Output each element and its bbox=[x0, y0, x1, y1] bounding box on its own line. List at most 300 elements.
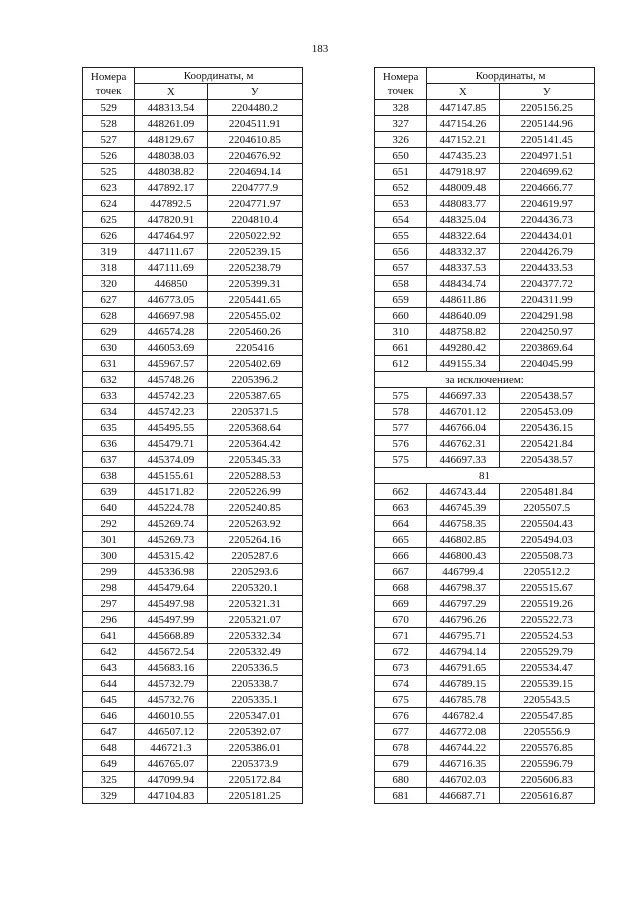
table-row bbox=[375, 420, 595, 436]
point-number-cell: 298 bbox=[83, 580, 135, 596]
section-row bbox=[375, 372, 595, 388]
x-coordinate-cell: 447147.85 bbox=[427, 100, 499, 116]
x-coordinate-cell: 445336.98 bbox=[135, 564, 207, 580]
point-number-cell: 319 bbox=[83, 244, 135, 260]
table-row bbox=[375, 772, 595, 788]
table-row bbox=[375, 292, 595, 308]
header-y: У bbox=[499, 84, 594, 100]
table-row bbox=[83, 148, 303, 164]
table-row bbox=[375, 644, 595, 660]
y-coordinate-cell: 2205504.43 bbox=[499, 516, 594, 532]
x-coordinate-cell: 447464.97 bbox=[135, 228, 207, 244]
y-coordinate-cell: 2204426.79 bbox=[499, 244, 594, 260]
table-row bbox=[83, 244, 303, 260]
table-row bbox=[83, 436, 303, 452]
x-coordinate-cell: 447892.5 bbox=[135, 196, 207, 212]
y-coordinate-cell: 2205616.87 bbox=[499, 788, 594, 804]
point-number-cell: 656 bbox=[375, 244, 427, 260]
y-coordinate-cell: 2204699.62 bbox=[499, 164, 594, 180]
x-coordinate-cell: 448322.64 bbox=[427, 228, 499, 244]
point-number-cell: 651 bbox=[375, 164, 427, 180]
table-row bbox=[375, 148, 595, 164]
y-coordinate-cell: 2205507.5 bbox=[499, 500, 594, 516]
table-row bbox=[375, 324, 595, 340]
header-number-line1: Номера bbox=[90, 70, 127, 83]
table-row bbox=[375, 500, 595, 516]
table-row bbox=[375, 388, 595, 404]
y-coordinate-cell: 2205441.65 bbox=[207, 292, 302, 308]
y-coordinate-cell: 2205416 bbox=[207, 340, 302, 356]
y-coordinate-cell: 2205399.31 bbox=[207, 276, 302, 292]
x-coordinate-cell: 446789.15 bbox=[427, 676, 499, 692]
x-coordinate-cell: 445374.09 bbox=[135, 452, 207, 468]
x-coordinate-cell: 446799.4 bbox=[427, 564, 499, 580]
point-number-cell: 667 bbox=[375, 564, 427, 580]
x-coordinate-cell: 446053.69 bbox=[135, 340, 207, 356]
table-row bbox=[375, 436, 595, 452]
table-row bbox=[375, 532, 595, 548]
x-coordinate-cell: 447152.21 bbox=[427, 132, 499, 148]
x-coordinate-cell: 445495.55 bbox=[135, 420, 207, 436]
x-coordinate-cell: 447892.17 bbox=[135, 180, 207, 196]
table-row bbox=[83, 516, 303, 532]
table-row bbox=[83, 500, 303, 516]
y-coordinate-cell: 2205543.5 bbox=[499, 692, 594, 708]
point-number-cell: 633 bbox=[83, 388, 135, 404]
y-coordinate-cell: 2205364.42 bbox=[207, 436, 302, 452]
point-number-cell: 632 bbox=[83, 372, 135, 388]
table-row bbox=[375, 276, 595, 292]
point-number-cell: 664 bbox=[375, 516, 427, 532]
point-number-cell: 670 bbox=[375, 612, 427, 628]
header-y: У bbox=[207, 84, 302, 100]
x-coordinate-cell: 445224.78 bbox=[135, 500, 207, 516]
point-number-cell: 325 bbox=[83, 772, 135, 788]
y-coordinate-cell: 2204045.99 bbox=[499, 356, 594, 372]
y-coordinate-cell: 2205022.92 bbox=[207, 228, 302, 244]
point-number-cell: 525 bbox=[83, 164, 135, 180]
y-coordinate-cell: 2205576.85 bbox=[499, 740, 594, 756]
y-coordinate-cell: 2205460.26 bbox=[207, 324, 302, 340]
table-row bbox=[375, 196, 595, 212]
header-number-line1: Номера bbox=[382, 70, 419, 83]
x-coordinate-cell: 448261.09 bbox=[135, 116, 207, 132]
x-coordinate-cell: 447154.26 bbox=[427, 116, 499, 132]
x-coordinate-cell: 448313.54 bbox=[135, 100, 207, 116]
table-row bbox=[83, 644, 303, 660]
table-row bbox=[83, 484, 303, 500]
point-number-cell: 626 bbox=[83, 228, 135, 244]
table-row bbox=[83, 676, 303, 692]
x-coordinate-cell: 445479.71 bbox=[135, 436, 207, 452]
y-coordinate-cell: 2205421.84 bbox=[499, 436, 594, 452]
point-number-cell: 643 bbox=[83, 660, 135, 676]
x-coordinate-cell: 446782.4 bbox=[427, 708, 499, 724]
x-coordinate-cell: 445683.16 bbox=[135, 660, 207, 676]
x-coordinate-cell: 445967.57 bbox=[135, 356, 207, 372]
point-number-cell: 529 bbox=[83, 100, 135, 116]
table-row bbox=[83, 100, 303, 116]
table-row bbox=[83, 308, 303, 324]
table-row bbox=[83, 388, 303, 404]
point-number-cell: 650 bbox=[375, 148, 427, 164]
table-row bbox=[375, 628, 595, 644]
point-number-cell: 328 bbox=[375, 100, 427, 116]
table-row bbox=[83, 564, 303, 580]
y-coordinate-cell: 2205539.15 bbox=[499, 676, 594, 692]
y-coordinate-cell: 2204676.92 bbox=[207, 148, 302, 164]
point-number-cell: 624 bbox=[83, 196, 135, 212]
table-row bbox=[375, 116, 595, 132]
point-number-cell: 628 bbox=[83, 308, 135, 324]
x-coordinate-cell: 445742.23 bbox=[135, 404, 207, 420]
y-coordinate-cell: 2205141.45 bbox=[499, 132, 594, 148]
header-coordinates: Координаты, м bbox=[427, 68, 595, 84]
y-coordinate-cell: 2204311.99 bbox=[499, 292, 594, 308]
table-row bbox=[375, 180, 595, 196]
table-row bbox=[83, 420, 303, 436]
point-number-cell: 612 bbox=[375, 356, 427, 372]
table-row bbox=[83, 356, 303, 372]
point-number-cell: 661 bbox=[375, 340, 427, 356]
y-coordinate-cell: 2205321.07 bbox=[207, 612, 302, 628]
x-coordinate-cell: 445497.98 bbox=[135, 596, 207, 612]
y-coordinate-cell: 2205606.83 bbox=[499, 772, 594, 788]
point-number-cell: 575 bbox=[375, 388, 427, 404]
section-label: за исключением: bbox=[375, 372, 595, 388]
table-row bbox=[375, 340, 595, 356]
table-row bbox=[83, 468, 303, 484]
x-coordinate-cell: 446797.29 bbox=[427, 596, 499, 612]
x-coordinate-cell: 446791.65 bbox=[427, 660, 499, 676]
y-coordinate-cell: 2204610.85 bbox=[207, 132, 302, 148]
y-coordinate-cell: 2205320.1 bbox=[207, 580, 302, 596]
point-number-cell: 647 bbox=[83, 724, 135, 740]
point-number-cell: 577 bbox=[375, 420, 427, 436]
y-coordinate-cell: 2205438.57 bbox=[499, 388, 594, 404]
point-number-cell: 666 bbox=[375, 548, 427, 564]
y-coordinate-cell: 2205332.49 bbox=[207, 644, 302, 660]
point-number-cell: 649 bbox=[83, 756, 135, 772]
table-row bbox=[375, 724, 595, 740]
table-row bbox=[83, 756, 303, 772]
x-coordinate-cell: 447111.69 bbox=[135, 260, 207, 276]
x-coordinate-cell: 446687.71 bbox=[427, 788, 499, 804]
x-coordinate-cell: 446796.26 bbox=[427, 612, 499, 628]
y-coordinate-cell: 2205332.34 bbox=[207, 628, 302, 644]
x-coordinate-cell: 445732.79 bbox=[135, 676, 207, 692]
point-number-cell: 675 bbox=[375, 692, 427, 708]
x-coordinate-cell: 445155.61 bbox=[135, 468, 207, 484]
table-row bbox=[83, 532, 303, 548]
y-coordinate-cell: 2205396.2 bbox=[207, 372, 302, 388]
point-number-cell: 659 bbox=[375, 292, 427, 308]
y-coordinate-cell: 2205288.53 bbox=[207, 468, 302, 484]
x-coordinate-cell: 445668.89 bbox=[135, 628, 207, 644]
point-number-cell: 326 bbox=[375, 132, 427, 148]
point-number-cell: 648 bbox=[83, 740, 135, 756]
x-coordinate-cell: 449155.34 bbox=[427, 356, 499, 372]
table-row bbox=[375, 244, 595, 260]
y-coordinate-cell: 2205387.65 bbox=[207, 388, 302, 404]
x-coordinate-cell: 446697.98 bbox=[135, 308, 207, 324]
y-coordinate-cell: 2204777.9 bbox=[207, 180, 302, 196]
y-coordinate-cell: 2205240.85 bbox=[207, 500, 302, 516]
table-row bbox=[375, 788, 595, 804]
table-row bbox=[83, 740, 303, 756]
x-coordinate-cell: 446721.3 bbox=[135, 740, 207, 756]
table-row bbox=[375, 516, 595, 532]
x-coordinate-cell: 448434.74 bbox=[427, 276, 499, 292]
point-number-cell: 578 bbox=[375, 404, 427, 420]
x-coordinate-cell: 445269.73 bbox=[135, 532, 207, 548]
table-row bbox=[375, 308, 595, 324]
table-row bbox=[83, 180, 303, 196]
y-coordinate-cell: 2205547.85 bbox=[499, 708, 594, 724]
x-coordinate-cell: 446574.28 bbox=[135, 324, 207, 340]
y-coordinate-cell: 2205529.79 bbox=[499, 644, 594, 660]
table-row bbox=[83, 196, 303, 212]
table-row bbox=[83, 324, 303, 340]
y-coordinate-cell: 2205436.15 bbox=[499, 420, 594, 436]
point-number-cell: 676 bbox=[375, 708, 427, 724]
x-coordinate-cell: 446785.78 bbox=[427, 692, 499, 708]
x-coordinate-cell: 448038.82 bbox=[135, 164, 207, 180]
point-number-cell: 669 bbox=[375, 596, 427, 612]
y-coordinate-cell: 2204810.4 bbox=[207, 212, 302, 228]
x-coordinate-cell: 447918.97 bbox=[427, 164, 499, 180]
point-number-cell: 652 bbox=[375, 180, 427, 196]
table-row bbox=[375, 580, 595, 596]
table-row bbox=[83, 612, 303, 628]
point-number-cell: 645 bbox=[83, 692, 135, 708]
point-number-cell: 576 bbox=[375, 436, 427, 452]
point-number-cell: 662 bbox=[375, 484, 427, 500]
y-coordinate-cell: 2205481.84 bbox=[499, 484, 594, 500]
table-row bbox=[83, 292, 303, 308]
point-number-cell: 623 bbox=[83, 180, 135, 196]
y-coordinate-cell: 2204433.53 bbox=[499, 260, 594, 276]
y-coordinate-cell: 2205515.67 bbox=[499, 580, 594, 596]
x-coordinate-cell: 448758.82 bbox=[427, 324, 499, 340]
table-row bbox=[83, 228, 303, 244]
x-coordinate-cell: 446697.33 bbox=[427, 452, 499, 468]
y-coordinate-cell: 2205373.9 bbox=[207, 756, 302, 772]
y-coordinate-cell: 2205508.73 bbox=[499, 548, 594, 564]
x-coordinate-cell: 446507.12 bbox=[135, 724, 207, 740]
table-row bbox=[83, 724, 303, 740]
point-number-cell: 627 bbox=[83, 292, 135, 308]
y-coordinate-cell: 2205453.09 bbox=[499, 404, 594, 420]
y-coordinate-cell: 2205455.02 bbox=[207, 308, 302, 324]
y-coordinate-cell: 2204436.73 bbox=[499, 212, 594, 228]
x-coordinate-cell: 448038.03 bbox=[135, 148, 207, 164]
x-coordinate-cell: 446773.05 bbox=[135, 292, 207, 308]
point-number-cell: 641 bbox=[83, 628, 135, 644]
point-number-cell: 655 bbox=[375, 228, 427, 244]
point-number-cell: 681 bbox=[375, 788, 427, 804]
y-coordinate-cell: 2205264.16 bbox=[207, 532, 302, 548]
x-coordinate-cell: 447099.94 bbox=[135, 772, 207, 788]
x-coordinate-cell: 445742.23 bbox=[135, 388, 207, 404]
y-coordinate-cell: 2204511.91 bbox=[207, 116, 302, 132]
table-row bbox=[375, 708, 595, 724]
table-row bbox=[83, 548, 303, 564]
table-row bbox=[83, 340, 303, 356]
x-coordinate-cell: 446744.22 bbox=[427, 740, 499, 756]
x-coordinate-cell: 446716.35 bbox=[427, 756, 499, 772]
table-row bbox=[83, 452, 303, 468]
point-number-cell: 678 bbox=[375, 740, 427, 756]
point-number-cell: 310 bbox=[375, 324, 427, 340]
y-coordinate-cell: 2204694.14 bbox=[207, 164, 302, 180]
point-number-cell: 644 bbox=[83, 676, 135, 692]
point-number-cell: 665 bbox=[375, 532, 427, 548]
x-coordinate-cell: 448083.77 bbox=[427, 196, 499, 212]
point-number-cell: 657 bbox=[375, 260, 427, 276]
table-row bbox=[375, 612, 595, 628]
x-coordinate-cell: 446762.31 bbox=[427, 436, 499, 452]
y-coordinate-cell: 2205402.69 bbox=[207, 356, 302, 372]
x-coordinate-cell: 446794.14 bbox=[427, 644, 499, 660]
section-label: 81 bbox=[375, 468, 595, 484]
table-row bbox=[375, 692, 595, 708]
point-number-cell: 301 bbox=[83, 532, 135, 548]
x-coordinate-cell: 446772.08 bbox=[427, 724, 499, 740]
x-coordinate-cell: 446010.55 bbox=[135, 708, 207, 724]
point-number-cell: 671 bbox=[375, 628, 427, 644]
point-number-cell: 292 bbox=[83, 516, 135, 532]
x-coordinate-cell: 446701.12 bbox=[427, 404, 499, 420]
y-coordinate-cell: 2205534.47 bbox=[499, 660, 594, 676]
point-number-cell: 634 bbox=[83, 404, 135, 420]
table-row bbox=[375, 260, 595, 276]
point-number-cell: 635 bbox=[83, 420, 135, 436]
point-number-cell: 296 bbox=[83, 612, 135, 628]
table-row bbox=[83, 788, 303, 804]
table-row bbox=[83, 212, 303, 228]
y-coordinate-cell: 2205368.64 bbox=[207, 420, 302, 436]
point-number-cell: 639 bbox=[83, 484, 135, 500]
y-coordinate-cell: 2205519.26 bbox=[499, 596, 594, 612]
table-row bbox=[375, 356, 595, 372]
table-row bbox=[375, 164, 595, 180]
y-coordinate-cell: 2204377.72 bbox=[499, 276, 594, 292]
x-coordinate-cell: 448337.53 bbox=[427, 260, 499, 276]
point-number-cell: 625 bbox=[83, 212, 135, 228]
point-number-cell: 327 bbox=[375, 116, 427, 132]
x-coordinate-cell: 445748.26 bbox=[135, 372, 207, 388]
point-number-cell: 638 bbox=[83, 468, 135, 484]
y-coordinate-cell: 2205438.57 bbox=[499, 452, 594, 468]
y-coordinate-cell: 2205345.33 bbox=[207, 452, 302, 468]
x-coordinate-cell: 446800.43 bbox=[427, 548, 499, 564]
header-point-number bbox=[375, 68, 427, 100]
header-number-line2: точек bbox=[387, 84, 414, 97]
table-row bbox=[375, 452, 595, 468]
x-coordinate-cell: 446697.33 bbox=[427, 388, 499, 404]
y-coordinate-cell: 2205181.25 bbox=[207, 788, 302, 804]
x-coordinate-cell: 448332.37 bbox=[427, 244, 499, 260]
y-coordinate-cell: 2205347.01 bbox=[207, 708, 302, 724]
table-row bbox=[375, 548, 595, 564]
y-coordinate-cell: 2204771.97 bbox=[207, 196, 302, 212]
table-row bbox=[375, 676, 595, 692]
table-row bbox=[83, 628, 303, 644]
table-row bbox=[375, 100, 595, 116]
y-coordinate-cell: 2205336.5 bbox=[207, 660, 302, 676]
point-number-cell: 663 bbox=[375, 500, 427, 516]
point-number-cell: 637 bbox=[83, 452, 135, 468]
point-number-cell: 320 bbox=[83, 276, 135, 292]
y-coordinate-cell: 2205287.6 bbox=[207, 548, 302, 564]
y-coordinate-cell: 2205524.53 bbox=[499, 628, 594, 644]
y-coordinate-cell: 2205144.96 bbox=[499, 116, 594, 132]
header-coordinates: Координаты, м bbox=[135, 68, 303, 84]
y-coordinate-cell: 2205522.73 bbox=[499, 612, 594, 628]
x-coordinate-cell: 445269.74 bbox=[135, 516, 207, 532]
point-number-cell: 646 bbox=[83, 708, 135, 724]
header-point-number bbox=[83, 68, 135, 100]
page-number: 183 bbox=[311, 43, 329, 55]
x-coordinate-cell: 446802.85 bbox=[427, 532, 499, 548]
table-row bbox=[375, 484, 595, 500]
point-number-cell: 631 bbox=[83, 356, 135, 372]
x-coordinate-cell: 445171.82 bbox=[135, 484, 207, 500]
x-coordinate-cell: 446758.35 bbox=[427, 516, 499, 532]
table-row bbox=[83, 692, 303, 708]
x-coordinate-cell: 447435.23 bbox=[427, 148, 499, 164]
point-number-cell: 329 bbox=[83, 788, 135, 804]
point-number-cell: 674 bbox=[375, 676, 427, 692]
point-number-cell: 654 bbox=[375, 212, 427, 228]
x-coordinate-cell: 446745.39 bbox=[427, 500, 499, 516]
x-coordinate-cell: 445315.42 bbox=[135, 548, 207, 564]
header-x: X bbox=[135, 84, 207, 100]
y-coordinate-cell: 2205386.01 bbox=[207, 740, 302, 756]
y-coordinate-cell: 2205172.84 bbox=[207, 772, 302, 788]
y-coordinate-cell: 2205156.25 bbox=[499, 100, 594, 116]
table-row bbox=[83, 660, 303, 676]
x-coordinate-cell: 449280.42 bbox=[427, 340, 499, 356]
point-number-cell: 299 bbox=[83, 564, 135, 580]
table-row bbox=[83, 116, 303, 132]
x-coordinate-cell: 447104.83 bbox=[135, 788, 207, 804]
point-number-cell: 658 bbox=[375, 276, 427, 292]
table-body-left bbox=[83, 100, 303, 804]
x-coordinate-cell: 446766.04 bbox=[427, 420, 499, 436]
header-x: X bbox=[427, 84, 499, 100]
x-coordinate-cell: 448009.48 bbox=[427, 180, 499, 196]
x-coordinate-cell: 445732.76 bbox=[135, 692, 207, 708]
y-coordinate-cell: 2205596.79 bbox=[499, 756, 594, 772]
x-coordinate-cell: 447820.91 bbox=[135, 212, 207, 228]
x-coordinate-cell: 447111.67 bbox=[135, 244, 207, 260]
y-coordinate-cell: 2205263.92 bbox=[207, 516, 302, 532]
point-number-cell: 629 bbox=[83, 324, 135, 340]
point-number-cell: 668 bbox=[375, 580, 427, 596]
table-row bbox=[83, 132, 303, 148]
x-coordinate-cell: 445479.64 bbox=[135, 580, 207, 596]
table-row bbox=[83, 404, 303, 420]
x-coordinate-cell: 448640.09 bbox=[427, 308, 499, 324]
point-number-cell: 660 bbox=[375, 308, 427, 324]
x-coordinate-cell: 446798.37 bbox=[427, 580, 499, 596]
y-coordinate-cell: 2204619.97 bbox=[499, 196, 594, 212]
y-coordinate-cell: 2205321.31 bbox=[207, 596, 302, 612]
point-number-cell: 630 bbox=[83, 340, 135, 356]
y-coordinate-cell: 2204434.01 bbox=[499, 228, 594, 244]
